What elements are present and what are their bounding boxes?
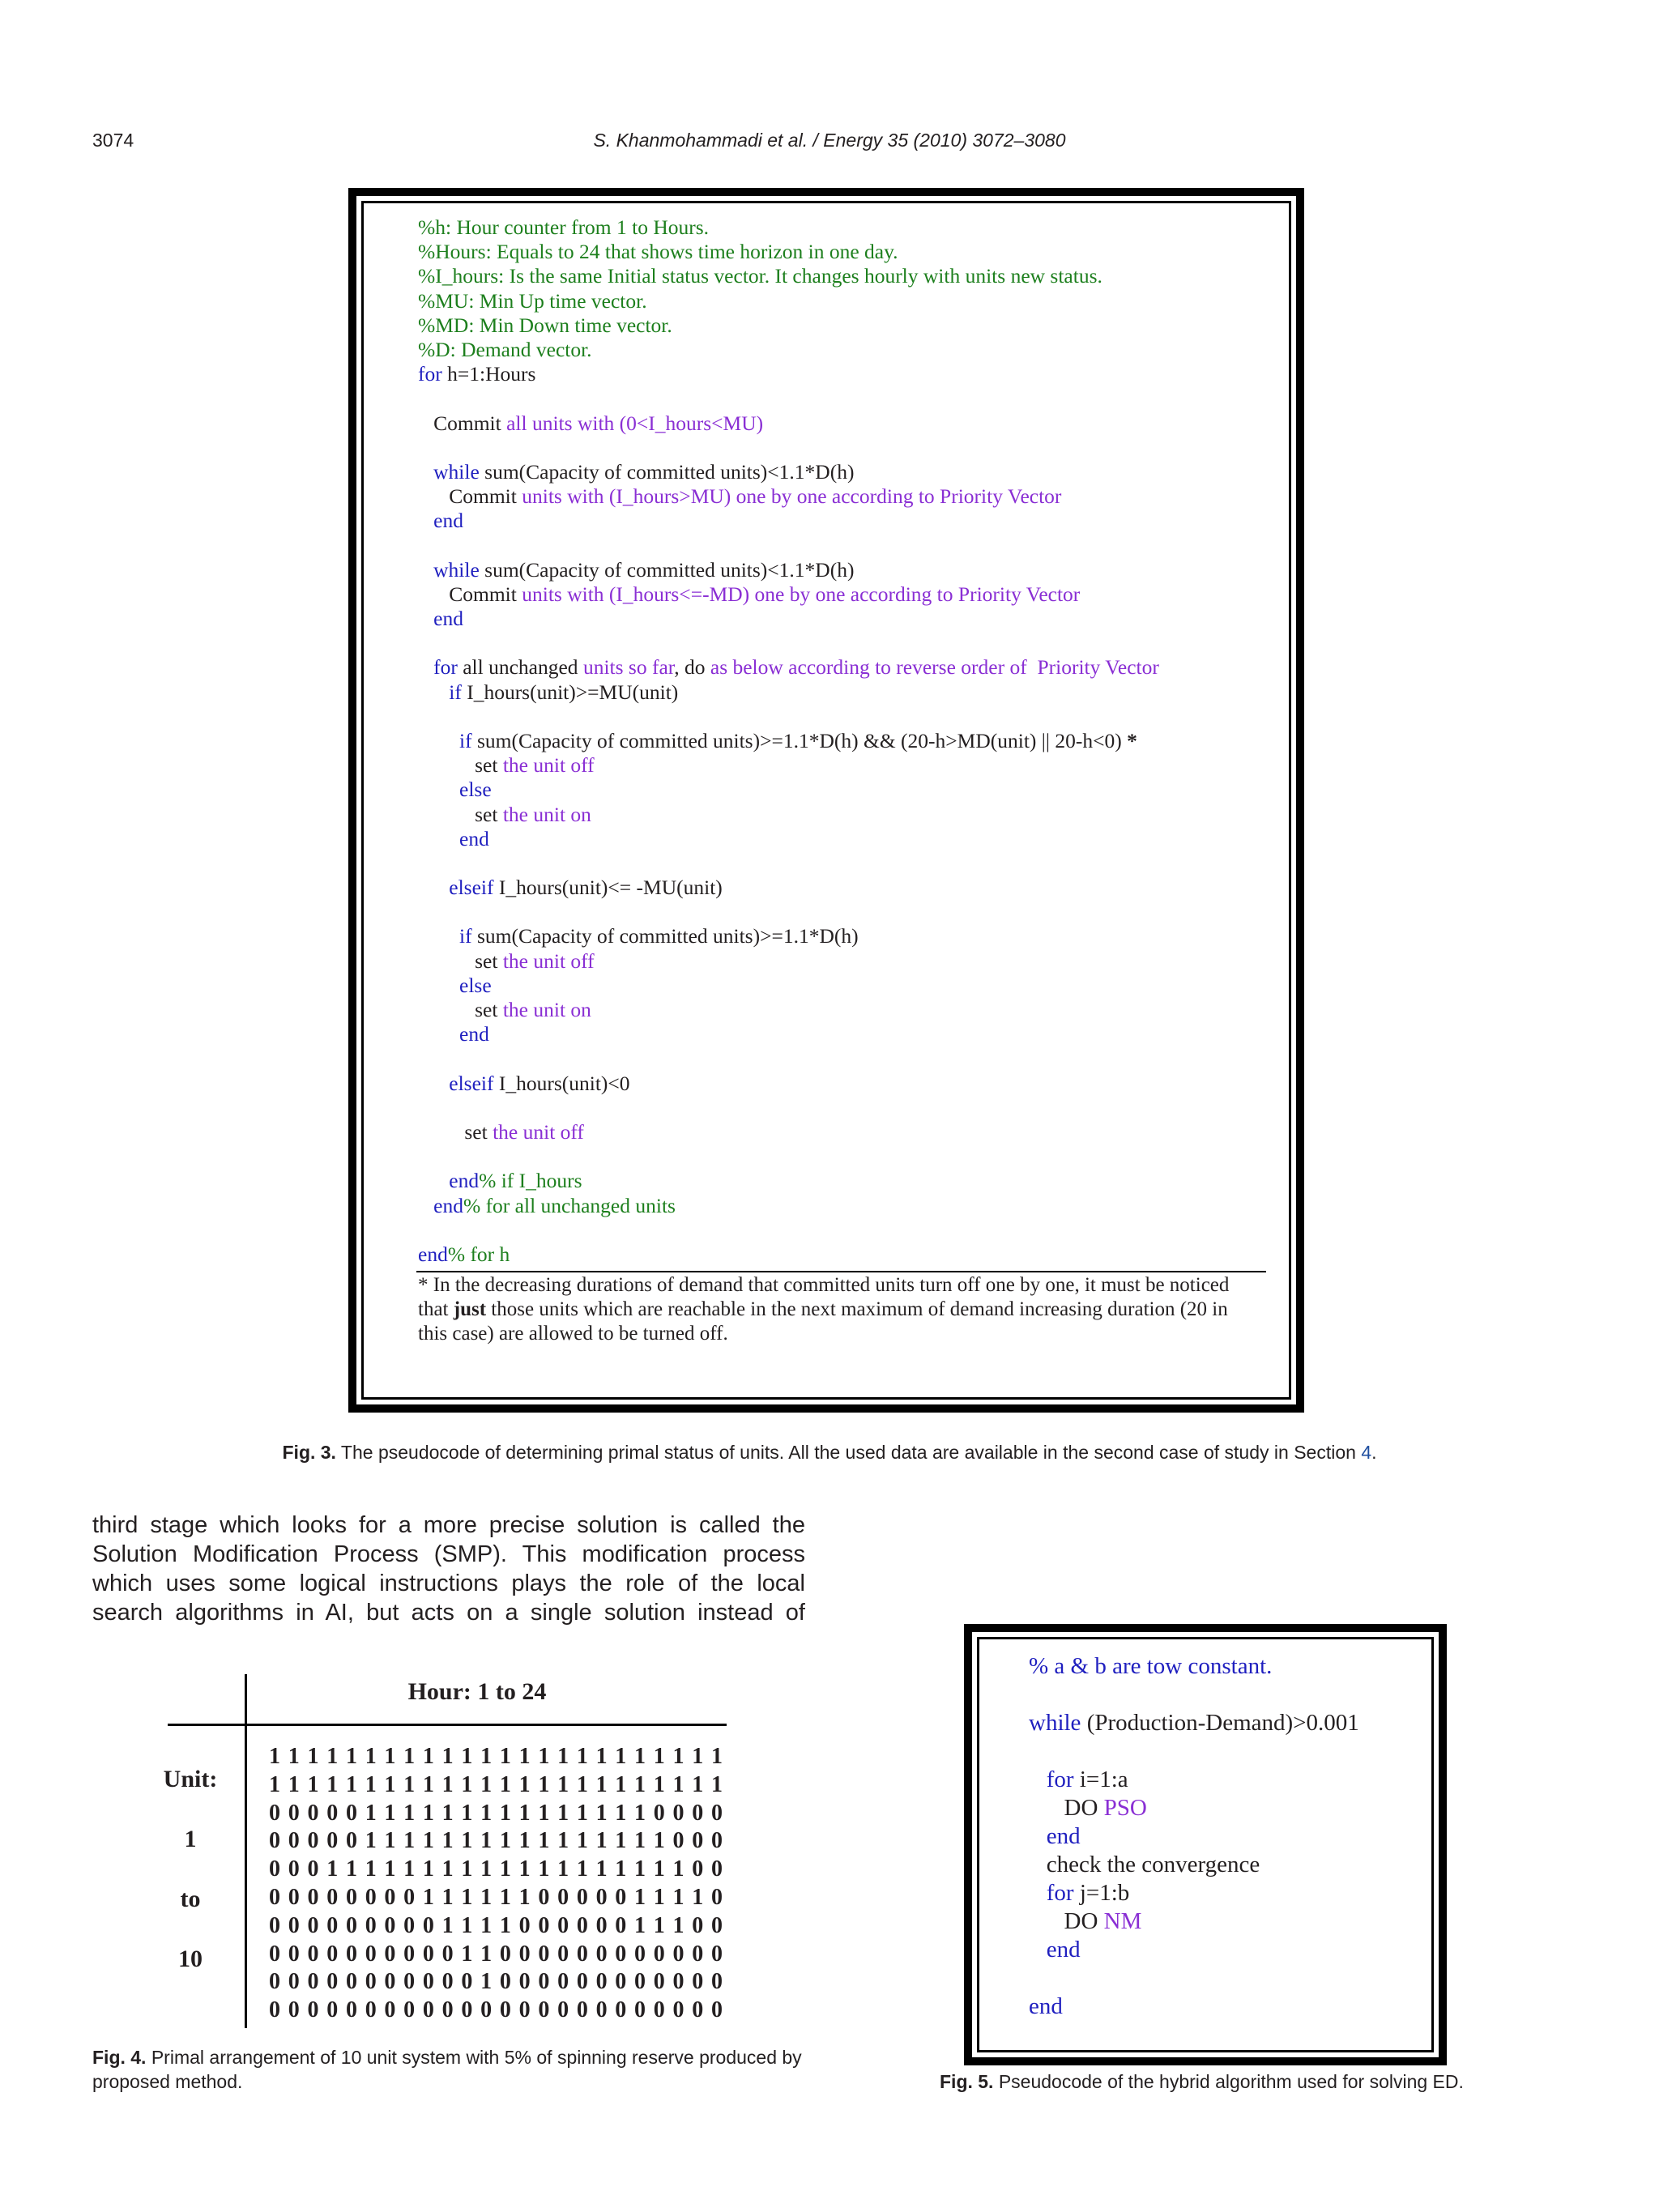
fig3-footnote-rule [416,1271,1266,1272]
fig3-code-token: elseif [418,1071,494,1095]
body-text-line: search algorithms in AI, but acts on a single solution instead of [92,1600,805,1626]
fig3-code-token: %MU: Min Up time vector. [418,288,647,313]
fig4-unit-row: 0 0 0 0 0 1 1 1 1 1 1 1 1 1 1 1 1 1 1 1 0 0 0 0 [269,1800,723,1826]
fig5-code-token: j=1:b [1073,1880,1130,1906]
section-link[interactable]: 4 [1361,1442,1372,1463]
fig5-code-line [1029,1822,1418,1851]
fig3-code-line [418,582,1269,607]
fig3-code-token: %Hours: Equals to 24 that shows time horizon in one day. [418,240,898,264]
fig3-code-token: while [418,557,480,582]
fig3-code-line [418,631,1269,655]
fig3-code-token: else [418,973,492,997]
fig5-code-line [1029,1652,1418,1681]
fig3-caption-end: . [1371,1442,1377,1463]
fig3-code-token: end [418,509,463,533]
fig5-code-token: for [1029,1767,1074,1792]
fig4-unit-row: 1 1 1 1 1 1 1 1 1 1 1 1 1 1 1 1 1 1 1 1 1 1 1 1 [269,1771,723,1797]
fig3-code-line [418,949,1269,974]
fig3-code-line [418,876,1269,900]
fig4-row-label-unit: Unit: [163,1766,218,1792]
body-text-line: third stage which looks for a more precise solution is called the [92,1512,805,1538]
fig3-code-line [418,1022,1269,1046]
fig3-code-token: % for all unchanged units [463,1193,676,1217]
fig3-code-line [418,289,1269,313]
fig5-code-token: while [1029,1710,1081,1736]
fig3-code-token: set [418,753,503,778]
fig3-code-token: if [418,728,472,752]
fig3-code-token: set [418,998,503,1021]
fig3-code-token: the unit on [502,802,591,826]
fig3-code-token: h=1:Hours [441,362,536,386]
fig3-code-line [418,1144,1269,1169]
fig3-code-token: %I_hours: Is the same Initial status vector. It changes hourly with units new status. [418,264,1102,288]
body-paragraph [92,1511,805,1627]
fig3-code-line [418,509,1269,533]
fig4-unit-row: 0 0 0 0 0 0 0 0 0 0 0 1 0 0 0 0 0 0 0 0 0 0 0 0 [269,1969,723,1995]
fig5-code-line [1029,1794,1418,1822]
fig3-code-token: sum(Capacity of committed units)>=1.1*D(h) [471,924,859,948]
fig3-code-line [418,680,1269,705]
fig5-code-token: (Production-Demand)>0.001 [1081,1710,1359,1736]
fig3-caption [0,1440,1659,1464]
fig4-unit-row: 0 0 0 1 1 1 1 1 1 1 1 1 1 1 1 1 1 1 1 1 1 1 0 0 [269,1856,723,1882]
fig3-code-line [418,655,1269,680]
fig4-unit-row: 0 0 0 0 0 0 0 0 1 1 1 1 1 1 0 0 0 0 0 1 1 1 1 0 [269,1884,723,1910]
fig3-code-token: end [418,1022,489,1046]
fig5-code-line [1029,1936,1418,1964]
fig3-code-token: Commit [418,411,507,435]
fig4-caption [92,2045,805,2094]
fig3-code-line [418,998,1269,1022]
fig3-code-line [418,215,1269,240]
fig3-code-token: Commit [418,484,522,509]
fig3-code-line [418,1046,1269,1071]
fig3-code-token: sum(Capacity of committed units)<1.1*D(h) [479,459,855,484]
fig3-code-line [418,264,1269,288]
fig3-code-line [418,460,1269,484]
fig5-code-line [1029,1709,1418,1737]
fig4-caption-label: Fig. 4. [92,2047,147,2068]
fig5-code-token: end [1029,1937,1081,1963]
fig4-unit-row: 0 0 0 0 0 0 0 0 0 1 1 1 1 0 0 0 0 0 0 1 1 1 0 0 [269,1912,723,1938]
fig3-code-token: all unchanged [457,655,583,680]
running-head: S. Khanmohammadi et al. / Energy 35 (2010) 3072–3080 [593,130,1066,151]
fig5-code-token: PSO [1103,1795,1147,1821]
fig3-code-token: while [418,459,480,484]
fig3-code-token: set [418,802,503,826]
fig3-pseudocode [418,215,1269,1267]
fig3-code-line [418,1072,1269,1096]
fig5-caption-text: Pseudocode of the hybrid algorithm used for solving ED. [993,2071,1464,2092]
fig4-unit-row: 0 0 0 0 0 1 1 1 1 1 1 1 1 1 1 1 1 1 1 1 1 0 0 0 [269,1828,723,1854]
fig3-code-token: %h: Hour counter from 1 to Hours. [418,215,710,239]
fig5-code-line [1029,1993,1418,2021]
fig4-unit-row: 0 0 0 0 0 0 0 0 0 0 0 0 0 0 0 0 0 0 0 0 0 0 0 0 [269,1997,723,2023]
fig3-code-line [418,803,1269,827]
fig5-caption [940,2069,1620,2094]
fig5-code-token: DO [1029,1908,1104,1934]
fig3-code-token: the unit off [502,948,595,973]
fig3-code-line [418,313,1269,338]
fig4-unit-row: 0 0 0 0 0 0 0 0 0 0 1 1 0 0 0 0 0 0 0 0 0 0 0 0 [269,1941,723,1967]
fig3-code-line [418,240,1269,264]
fig4-caption-text: Primal arrangement of 10 unit system with 5% of spinning reserve produced by proposed method. [92,2047,802,2092]
fig3-code-line [418,1242,1269,1267]
fig4-row-label-end: 10 [178,1946,203,1972]
fig4-row-label-to: to [180,1886,201,1912]
fig3-code-token: units with (I_hours>MU) one by one according to Priority Vector [522,484,1062,509]
fig5-code-line [1029,1851,1418,1879]
fig4-horizontal-rule [168,1724,727,1726]
body-text-line: which uses some logical instructions plays the role of the local [92,1571,805,1596]
fig5-code-line [1029,1681,1418,1709]
fig3-code-token: the unit off [493,1119,584,1144]
fig5-code-line [1029,1907,1418,1936]
fig3-code-token: units so far [582,655,675,680]
fig3-code-token: %D: Demand vector. [418,337,592,361]
fig3-code-token: all units with (0<I_hours<MU) [506,411,764,435]
fig3-code-token: %MD: Min Down time vector. [418,313,672,337]
fig3-code-token: elseif [418,876,494,900]
fig5-code-line [1029,1964,1418,1993]
fig3-code-token: end [418,1242,448,1266]
body-text-line: Solution Modification Process (SMP). This modification process [92,1541,805,1567]
fig3-code-token: end [418,826,489,850]
fig3-code-line [418,729,1269,753]
fig3-code-line [418,484,1269,509]
fig3-code-token: end [418,607,463,630]
fig3-code-token: for [418,655,458,680]
fig3-code-token: I_hours(unit)<= -MU(unit) [493,876,723,900]
fig3-caption-label: Fig. 3. [282,1442,336,1463]
fig5-code-token: DO [1029,1795,1104,1821]
fig3-code-line [418,533,1269,557]
fig4-column-header: Hour: 1 to 24 [407,1678,547,1705]
fig4-unit-row: 1 1 1 1 1 1 1 1 1 1 1 1 1 1 1 1 1 1 1 1 1 1 1 1 [269,1744,723,1769]
fig5-pseudocode [1029,1652,1418,2021]
fig3-code-line [418,753,1269,778]
fig5-code-token: % a & b are tow constant. [1029,1653,1273,1679]
fig3-code-line [418,1096,1269,1120]
fig3-code-token: sum(Capacity of committed units)<1.1*D(h) [479,557,855,582]
fig3-code-token: % if I_hours [479,1169,582,1193]
fig5-code-token: end [1029,1823,1081,1849]
fig3-code-token: set [418,1119,493,1144]
fig3-code-token: % for h [447,1242,510,1266]
fig3-code-line [418,778,1269,802]
fig5-code-token: i=1:a [1073,1767,1128,1792]
fig4-status-matrix [269,1743,723,2025]
fig3-code-token: if [418,924,472,948]
fig5-code-line [1029,1879,1418,1907]
fig5-code-line [1029,1766,1418,1794]
fig3-code-token: for [418,362,442,386]
fig5-code-token: check the convergence [1029,1852,1260,1877]
fig3-code-line [418,1120,1269,1144]
fig3-code-token: the unit off [502,753,595,778]
fig3-code-token: else [418,778,492,802]
fig5-code-line [1029,1737,1418,1766]
fig3-code-line [418,386,1269,411]
fig5-code-token: end [1029,1993,1063,2019]
fig3-footnote-pre: * In the decreasing durations of demand that committed units turn off one by one, it must be noticed that [418,1274,1230,1320]
fig3-code-token: units with (I_hours<=-MD) one by one according to Priority Vector [522,582,1081,606]
fig3-code-line [418,607,1269,631]
fig3-code-token: the unit on [502,998,591,1021]
fig3-footnote-bold: just [453,1298,487,1320]
fig3-code-token: * [1127,728,1137,752]
fig3-code-line [418,1194,1269,1218]
page-number: 3074 [92,130,134,151]
fig3-code-token: end [418,1169,480,1193]
fig5-code-token: NM [1103,1908,1142,1934]
fig3-code-line [418,362,1269,386]
fig3-code-token: Commit [418,582,522,606]
fig3-code-token: if [418,680,462,704]
fig3-code-token: , do [674,655,710,680]
fig3-footnote-post: those units which are reachable in the next maximum of demand increasing duration (20 in this case) are allowed to be turned off. [418,1298,1228,1345]
fig5-code-token: for [1029,1880,1074,1906]
fig3-code-line [418,436,1269,460]
fig3-code-token: sum(Capacity of committed units)>=1.1*D(h) && (20-h>MD(unit) || 20-h<0) [471,728,1128,752]
fig3-code-token: I_hours(unit)<0 [493,1071,630,1095]
fig3-code-token: as below according to reverse order of Priority Vector [710,655,1159,680]
fig3-code-line [418,827,1269,851]
fig3-code-token: I_hours(unit)>=MU(unit) [461,680,679,704]
fig3-code-line [418,411,1269,436]
fig3-code-line [418,705,1269,729]
fig3-caption-text: The pseudocode of determining primal status of units. All the used data are available in the second case of study in Section [335,1442,1362,1463]
fig3-code-token: set [418,948,503,973]
fig3-code-line [418,900,1269,924]
fig3-code-line [418,1169,1269,1193]
fig5-caption-label: Fig. 5. [940,2071,994,2092]
fig4-row-label-start: 1 [184,1826,197,1852]
fig3-code-line [418,1218,1269,1242]
fig3-code-token: end [418,1193,463,1217]
fig3-footnote [418,1273,1252,1346]
fig3-code-line [418,974,1269,998]
fig3-code-line [418,924,1269,948]
fig3-code-line [418,558,1269,582]
fig3-code-line [418,851,1269,876]
fig3-code-line [418,338,1269,362]
